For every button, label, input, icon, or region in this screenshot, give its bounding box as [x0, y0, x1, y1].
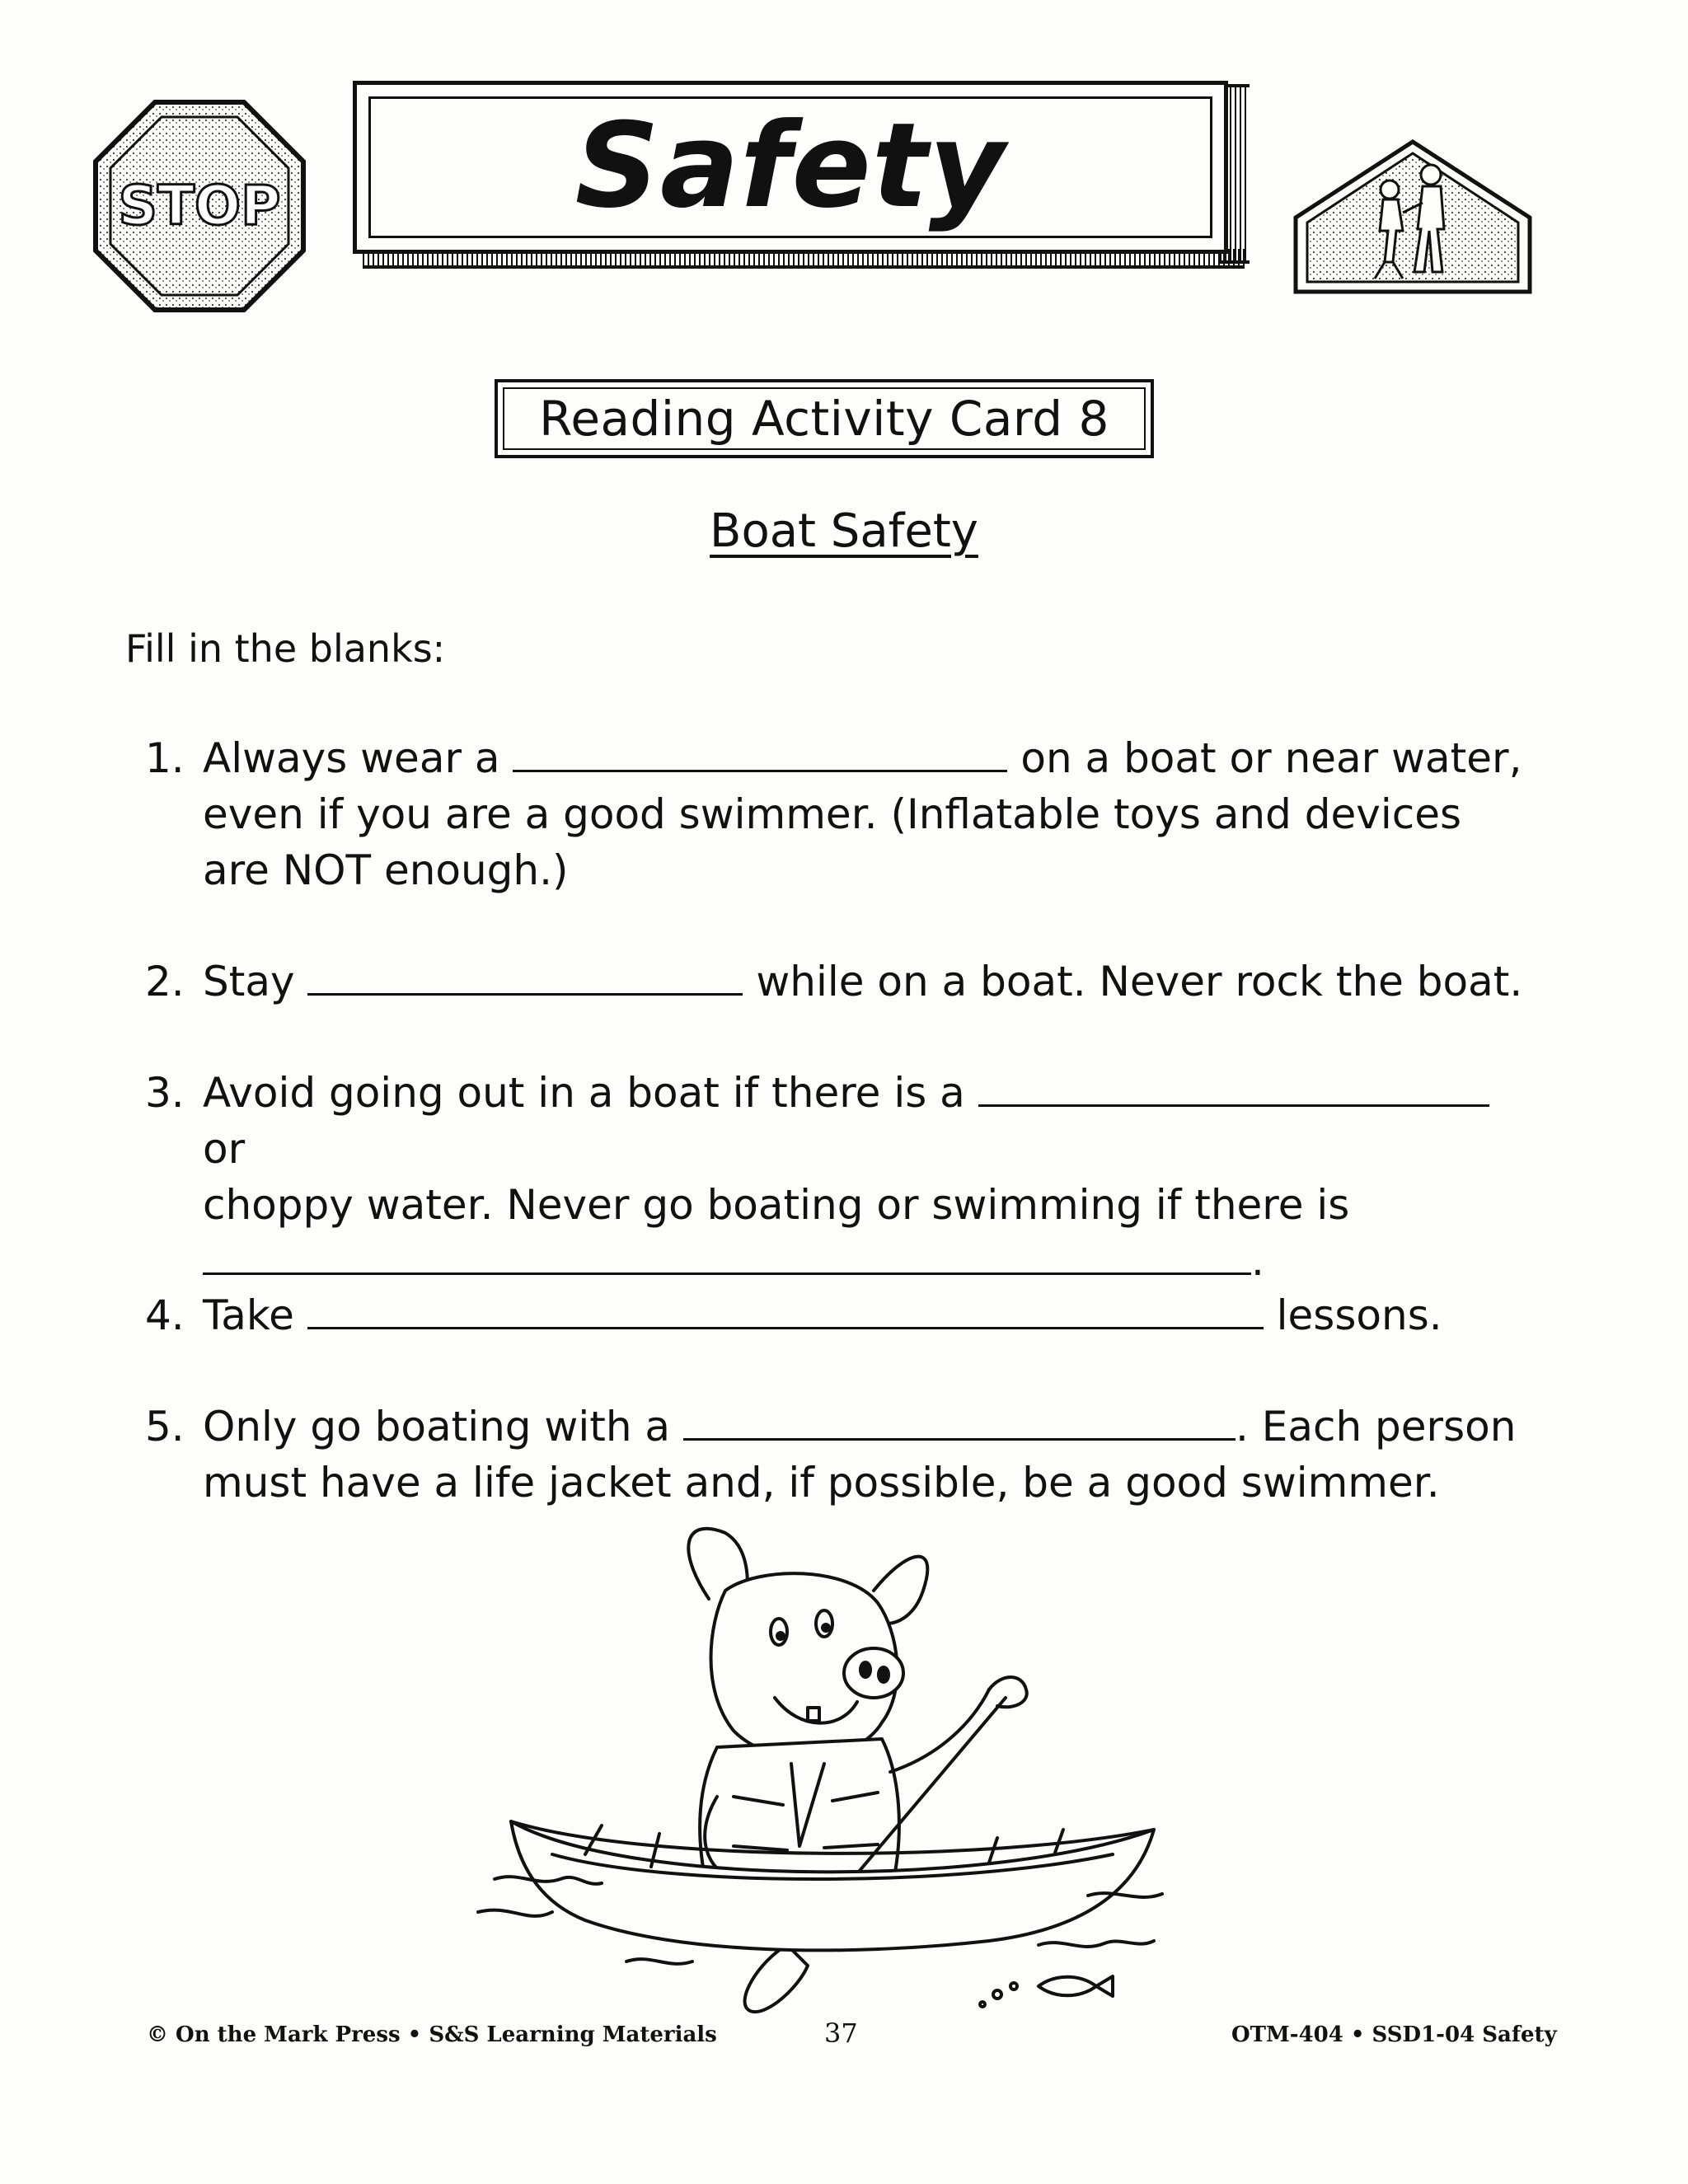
instructions: Fill in the blanks:	[125, 626, 446, 671]
question-number: 4.	[145, 1291, 185, 1339]
stop-sign-text: STOP	[118, 174, 281, 237]
question-text: choppy water. Never go boating or swimming if there is	[203, 1181, 1350, 1229]
question-text: or	[203, 1125, 246, 1173]
answer-blank[interactable]	[683, 1402, 1236, 1441]
answer-blank[interactable]	[307, 1291, 1264, 1329]
answer-blank[interactable]	[203, 1236, 1251, 1275]
page-number: 37	[824, 2018, 858, 2049]
question-text: .	[1251, 1237, 1264, 1285]
question-text: Take	[203, 1291, 294, 1339]
question-text: lessons.	[1276, 1291, 1442, 1339]
question-text: . Each person	[1235, 1403, 1517, 1451]
question-number: 1.	[145, 734, 185, 782]
question-number: 2.	[145, 958, 185, 1005]
page-title: Safety	[574, 98, 1006, 234]
answer-blank[interactable]	[307, 957, 743, 996]
school-crossing-sign-icon	[1292, 138, 1533, 295]
answer-blank[interactable]	[513, 733, 1007, 772]
question-text: Only go boating with a	[203, 1403, 671, 1451]
title-banner	[345, 73, 1268, 279]
answer-blank[interactable]	[978, 1068, 1489, 1107]
question-text: Avoid going out in a boat if there is a	[203, 1069, 965, 1117]
question-text: on a boat or near water,	[1020, 734, 1522, 782]
question-text: must have a life jacket and, if possible, be a good swimmer.	[203, 1459, 1440, 1507]
stop-sign-icon	[92, 99, 307, 313]
pig-in-canoe-illustration	[462, 1500, 1203, 2019]
card-label	[495, 379, 1154, 458]
question-text: Always wear a	[203, 734, 500, 782]
subtitle: Boat Safety	[710, 504, 978, 558]
footer-product-code: OTM-404 • SSD1-04 Safety	[1231, 2022, 1557, 2047]
question-text: are NOT enough.)	[203, 846, 569, 894]
title-frame	[353, 81, 1228, 254]
card-label-text: Reading Activity Card 8	[539, 391, 1109, 447]
question-text: while on a boat. Never rock the boat.	[756, 958, 1523, 1005]
question-number: 3.	[145, 1069, 185, 1117]
question-number: 5.	[145, 1403, 185, 1451]
question-text: Stay	[203, 958, 295, 1005]
footer-copyright: © On the Mark Press • S&S Learning Materials	[147, 2022, 717, 2047]
question-text: even if you are a good swimmer. (Inflatable toys and devices	[203, 790, 1462, 838]
